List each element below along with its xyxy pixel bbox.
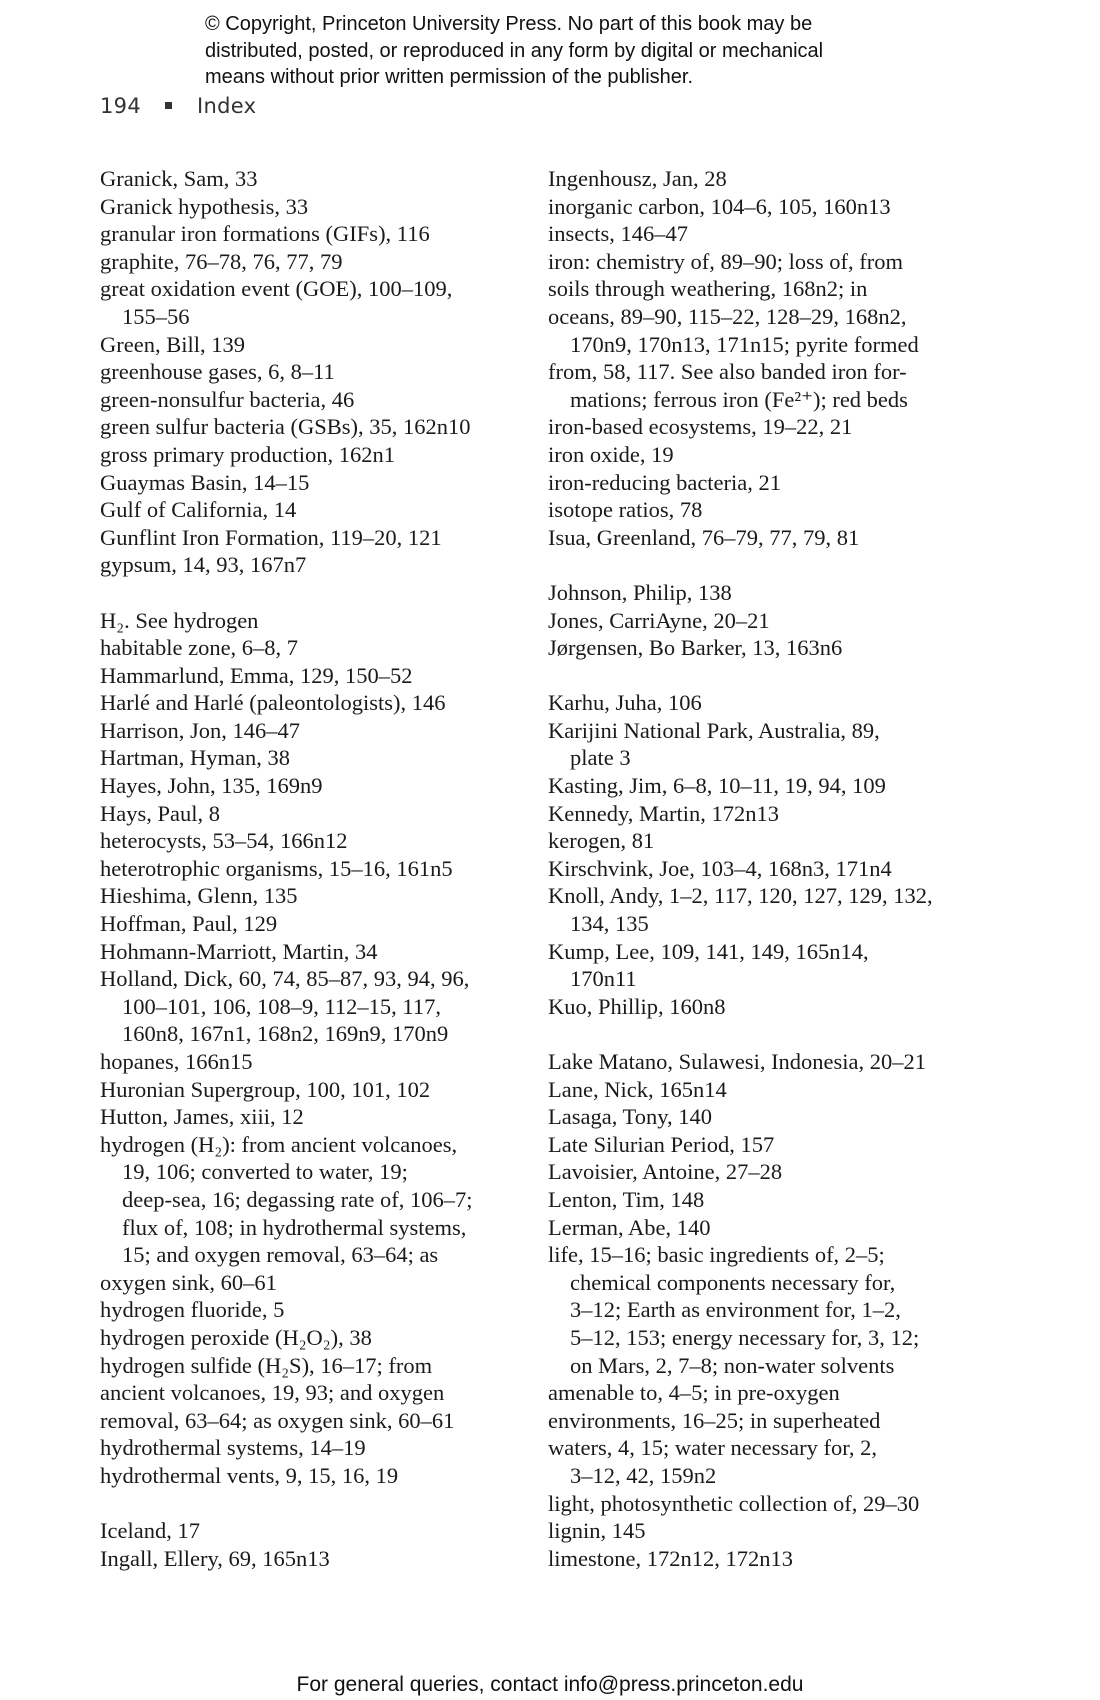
index-entry: Hieshima, Glenn, 135: [100, 883, 298, 909]
index-entry: 160n8, 167n1, 168n2, 169n9, 170n9: [122, 1021, 449, 1047]
index-entry: Kuo, Phillip, 160n8: [548, 993, 726, 1019]
index-entry: great oxidation event (GOE), 100–109,: [100, 276, 453, 302]
index-entry: Jones, CarriAyne, 20–21: [548, 607, 770, 633]
index-entry: inorganic carbon, 104–6, 105, 160n13: [548, 193, 891, 219]
index-entry: Kirschvink, Joe, 103–4, 168n3, 171n4: [548, 855, 892, 881]
index-entry: Karijini National Park, Australia, 89,: [548, 717, 880, 743]
index-entry: deep-sea, 16; degassing rate of, 106–7;: [122, 1186, 473, 1212]
index-entry: Lake Matano, Sulawesi, Indonesia, 20–21: [548, 1049, 927, 1074]
index-entry: Harrison, Jon, 146–47: [100, 717, 300, 743]
index-entry: limestone, 172n12, 172n13: [548, 1545, 793, 1571]
index-entry: gypsum, 14, 93, 167n7: [100, 552, 307, 578]
index-entry: light, photosynthetic collection of, 29–30: [548, 1490, 920, 1516]
index-entry: on Mars, 2, 7–8; non-water solvents: [570, 1352, 895, 1378]
index-entry: Lavoisier, Antoine, 27–28: [548, 1159, 783, 1185]
index-entry: Lasaga, Tony, 140: [548, 1104, 713, 1130]
index-entry: insects, 146–47: [548, 221, 688, 247]
index-entry: heterotrophic organisms, 15–16, 161n5: [100, 855, 453, 881]
index-entry: removal, 63–64; as oxygen sink, 60–61: [100, 1407, 455, 1433]
index-entry: Granick hypothesis, 33: [100, 193, 309, 219]
bullet-separator: [165, 102, 172, 109]
index-entry: Hutton, James, xiii, 12: [100, 1104, 304, 1130]
index-entry: isotope ratios, 78: [548, 497, 703, 523]
index-entry: Iceland, 17: [100, 1518, 200, 1544]
index-entry: Huronian Supergroup, 100, 101, 102: [100, 1076, 431, 1102]
index-entry: gross primary production, 162n1: [100, 441, 395, 467]
letter-group-gap: [100, 579, 530, 607]
index-entry: 3–12, 42, 159n2: [570, 1462, 717, 1488]
index-entry: Hammarlund, Emma, 129, 150–52: [100, 662, 413, 688]
index-entry: iron-based ecosystems, 19–22, 21: [548, 414, 853, 440]
index-entry: lignin, 145: [548, 1518, 646, 1544]
index-entry: 100–101, 106, 108–9, 112–15, 117,: [122, 993, 441, 1019]
index-entry: 170n9, 170n13, 171n15; pyrite formed: [570, 331, 919, 357]
index-entry: green-nonsulfur bacteria, 46: [100, 386, 355, 412]
index-entry: Kennedy, Martin, 172n13: [548, 800, 779, 826]
index-entry: habitable zone, 6–8, 7: [100, 635, 299, 661]
index-entry: Knoll, Andy, 1–2, 117, 120, 127, 129, 132,: [548, 883, 933, 909]
index-entry: Kasting, Jim, 6–8, 10–11, 19, 94, 109: [548, 773, 886, 799]
index-entry: Hays, Paul, 8: [100, 800, 220, 826]
index-entry: green sulfur bacteria (GSBs), 35, 162n10: [100, 414, 471, 440]
index-entry: ancient volcanoes, 19, 93; and oxygen: [100, 1380, 445, 1406]
index-entry: Guaymas Basin, 14–15: [100, 469, 310, 495]
index-entry: Hayes, John, 135, 169n9: [100, 773, 323, 799]
copyright-line-1: © Copyright, Princeton University Press. No part of this book may be: [205, 13, 813, 35]
index-entry: 155–56: [122, 303, 190, 329]
letter-group-gap: [548, 1020, 1018, 1048]
index-entry: Hoffman, Paul, 129: [100, 911, 278, 937]
index-column-left: [100, 165, 530, 1572]
copyright-line-2: distributed, posted, or reproduced in any form by digital or mechanical: [205, 39, 824, 62]
index-entry: chemical components necessary for,: [570, 1269, 896, 1295]
index-entry: hydrogen fluoride, 5: [100, 1297, 285, 1323]
index-entry: 134, 135: [570, 911, 649, 937]
index-entry: Karhu, Juha, 106: [548, 690, 702, 716]
index-entry: iron-reducing bacteria, 21: [548, 469, 782, 495]
index-entry: Hohmann-Marriott, Martin, 34: [100, 938, 378, 964]
index-entry: Ingenhousz, Jan, 28: [548, 166, 727, 191]
page-number: 194: [100, 94, 141, 118]
index-entry: Granick, Sam, 33: [100, 166, 258, 191]
index-entry: oxygen sink, 60–61: [100, 1269, 277, 1295]
copyright-notice: [205, 11, 925, 91]
index-entry: hydrogen (H₂): from ancient volcanoes,: [100, 1131, 458, 1157]
index-entry: hydrothermal vents, 9, 15, 16, 19: [100, 1462, 399, 1488]
index-entry: Isua, Greenland, 76–79, 77, 79, 81: [548, 524, 860, 550]
index-entry: life, 15–16; basic ingredients of, 2–5;: [548, 1242, 885, 1268]
index-entry: 5–12, 153; energy necessary for, 3, 12;: [570, 1324, 920, 1350]
index-entry: Johnson, Philip, 138: [548, 579, 732, 605]
index-entry: from, 58, 117. See also banded iron for-: [548, 359, 907, 385]
index-entry: plate 3: [570, 745, 631, 771]
index-entry: Lerman, Abe, 140: [548, 1214, 711, 1240]
letter-group-gap: [548, 662, 1018, 690]
index-entry: hopanes, 166n15: [100, 1049, 253, 1074]
index-entry: Lane, Nick, 165n14: [548, 1076, 727, 1102]
index-entry: hydrogen peroxide (H₂O₂), 38: [100, 1324, 372, 1350]
index-entry: amenable to, 4–5; in pre-oxygen: [548, 1380, 840, 1406]
index-entry: greenhouse gases, 6, 8–11: [100, 359, 335, 385]
index-entry: Gunflint Iron Formation, 119–20, 121: [100, 524, 442, 550]
index-entry: mations; ferrous iron (Fe²⁺); red beds: [570, 386, 908, 412]
footer-contact: For general queries, contact info@press.princeton.edu: [296, 1673, 804, 1696]
index-entry: Hartman, Hyman, 38: [100, 745, 290, 771]
index-entry: 15; and oxygen removal, 63–64; as: [122, 1242, 439, 1268]
index-entry: graphite, 76–78, 76, 77, 79: [100, 248, 343, 274]
index-entry: 170n11: [570, 966, 637, 992]
index-entry: hydrogen sulfide (H₂S), 16–17; from: [100, 1352, 433, 1378]
index-entry: 3–12; Earth as environment for, 1–2,: [570, 1297, 901, 1323]
index-entry: hydrothermal systems, 14–19: [100, 1435, 366, 1461]
index-entry: Holland, Dick, 60, 74, 85–87, 93, 94, 96,: [100, 966, 470, 992]
index-entry: kerogen, 81: [548, 828, 655, 854]
index-entry: Kump, Lee, 109, 141, 149, 165n14,: [548, 938, 869, 964]
letter-group-gap: [548, 551, 1018, 579]
index-entry: waters, 4, 15; water necessary for, 2,: [548, 1435, 877, 1461]
index-entry: Jørgensen, Bo Barker, 13, 163n6: [548, 635, 843, 661]
index-column-right: [548, 165, 1018, 1572]
index-entry: environments, 16–25; in superheated: [548, 1407, 881, 1433]
index-entry: 19, 106; converted to water, 19;: [122, 1159, 408, 1185]
section-title: Index: [196, 94, 257, 118]
index-entry: Gulf of California, 14: [100, 497, 297, 523]
index-entry: Green, Bill, 139: [100, 331, 245, 357]
index-entry: heterocysts, 53–54, 166n12: [100, 828, 348, 854]
index-entry: H₂. See hydrogen: [100, 607, 259, 633]
index-entry: iron: chemistry of, 89–90; loss of, from: [548, 248, 903, 274]
index-entry: granular iron formations (GIFs), 116: [100, 221, 430, 247]
copyright-line-3: means without prior written permission of the publisher.: [205, 66, 694, 88]
index-entry: Ingall, Ellery, 69, 165n13: [100, 1545, 330, 1571]
index-entry: soils through weathering, 168n2; in: [548, 276, 868, 302]
letter-group-gap: [100, 1490, 530, 1518]
index-entry: oceans, 89–90, 115–22, 128–29, 168n2,: [548, 303, 907, 329]
running-head: [100, 94, 256, 118]
index-entry: iron oxide, 19: [548, 441, 674, 467]
index-entry: Harlé and Harlé (paleontologists), 146: [100, 690, 446, 716]
index-entry: flux of, 108; in hydrothermal systems,: [122, 1214, 467, 1240]
index-entry: Lenton, Tim, 148: [548, 1186, 705, 1212]
index-entry: Late Silurian Period, 157: [548, 1131, 775, 1157]
